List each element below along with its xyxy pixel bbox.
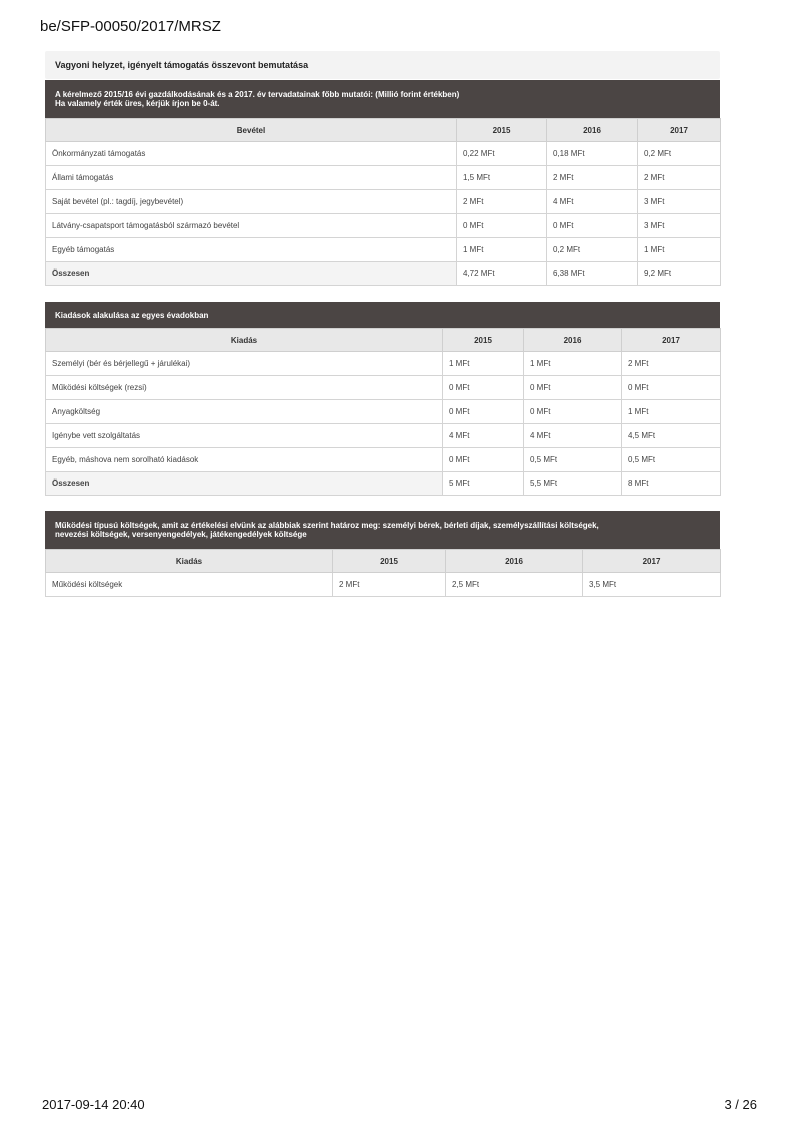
total-row: [46, 472, 721, 496]
cell-2017: 1 MFt: [622, 400, 721, 424]
operating-block: [45, 511, 720, 597]
row-label: Saját bevétel (pl.: tagdíj, jegybevétel): [46, 190, 457, 214]
column-header: 2017: [583, 550, 721, 573]
table-header-row: [46, 329, 721, 352]
table-row: [46, 376, 721, 400]
expenses-header: [45, 302, 720, 328]
column-header: 2015: [443, 329, 524, 352]
row-label: Állami támogatás: [46, 166, 457, 190]
page-number: 3 / 26: [724, 1097, 757, 1112]
income-header: [45, 80, 720, 118]
cell-2016: 4 MFt: [524, 424, 622, 448]
table-row: [46, 166, 721, 190]
cell-2017: 8 MFt: [622, 472, 721, 496]
cell-2016: 0 MFt: [547, 214, 638, 238]
table-row: [46, 573, 721, 597]
column-header: 2017: [638, 119, 721, 142]
cell-2017: 0,2 MFt: [638, 142, 721, 166]
cell-2015: 1,5 MFt: [457, 166, 547, 190]
cell-2016: 2,5 MFt: [446, 573, 583, 597]
operating-table: [45, 549, 721, 597]
row-label: Összesen: [46, 472, 443, 496]
footer-date: 2017-09-14 20:40: [42, 1097, 145, 1112]
cell-2015: 0,22 MFt: [457, 142, 547, 166]
cell-2016: 2 MFt: [547, 166, 638, 190]
cell-2016: 0 MFt: [524, 376, 622, 400]
row-label: Egyéb támogatás: [46, 238, 457, 262]
row-label: Egyéb, máshova nem sorolható kiadások: [46, 448, 443, 472]
cell-2016: 0 MFt: [524, 400, 622, 424]
row-label: Látvány-csapatsport támogatásból származó bevétel: [46, 214, 457, 238]
table-header-row: [46, 119, 721, 142]
cell-2017: 3 MFt: [638, 214, 721, 238]
cell-2015: 0 MFt: [443, 400, 524, 424]
cell-2015: 2 MFt: [457, 190, 547, 214]
row-label: Személyi (bér és bérjellegű + járulékai): [46, 352, 443, 376]
cell-2016: 0,5 MFt: [524, 448, 622, 472]
cell-2015: 4 MFt: [443, 424, 524, 448]
section-title: Vagyoni helyzet, igényelt támogatás összevont bemutatása: [45, 51, 720, 79]
table-row: [46, 400, 721, 424]
cell-2015: 1 MFt: [443, 352, 524, 376]
cell-2017: 0,5 MFt: [622, 448, 721, 472]
cell-2017: 3 MFt: [638, 190, 721, 214]
income-header-line2: Ha valamely érték üres, kérjük írjon be 0-át.: [55, 99, 220, 108]
table-row: [46, 214, 721, 238]
income-table: [45, 118, 721, 286]
cell-2015: 5 MFt: [443, 472, 524, 496]
income-block: [45, 80, 720, 286]
cell-2017: 2 MFt: [638, 166, 721, 190]
column-header: 2016: [547, 119, 638, 142]
cell-2016: 1 MFt: [524, 352, 622, 376]
column-header: Kiadás: [46, 550, 333, 573]
cell-2017: 4,5 MFt: [622, 424, 721, 448]
expenses-header-text: Kiadások alakulása az egyes évadokban: [55, 310, 209, 320]
table-row: [46, 424, 721, 448]
row-label: Működési költségek (rezsi): [46, 376, 443, 400]
column-header: Kiadás: [46, 329, 443, 352]
cell-2016: 0,2 MFt: [547, 238, 638, 262]
row-label: Működési költségek: [46, 573, 333, 597]
income-header-line1: A kérelmező 2015/16 évi gazdálkodásának és a 2017. év tervadatainak főbb mutatói: (Millió forint értékben): [55, 90, 460, 99]
total-row: [46, 262, 721, 286]
table-row: [46, 190, 721, 214]
column-header: 2015: [333, 550, 446, 573]
document-id: be/SFP-00050/2017/MRSZ: [40, 18, 221, 35]
table-row: [46, 352, 721, 376]
table-row: [46, 142, 721, 166]
cell-2015: 2 MFt: [333, 573, 446, 597]
cell-2016: 4 MFt: [547, 190, 638, 214]
cell-2015: 1 MFt: [457, 238, 547, 262]
column-header: 2016: [524, 329, 622, 352]
expenses-block: [45, 302, 720, 496]
cell-2017: 3,5 MFt: [583, 573, 721, 597]
table-row: [46, 238, 721, 262]
cell-2017: 0 MFt: [622, 376, 721, 400]
cell-2015: 4,72 MFt: [457, 262, 547, 286]
table-row: [46, 448, 721, 472]
cell-2017: 9,2 MFt: [638, 262, 721, 286]
row-label: Önkormányzati támogatás: [46, 142, 457, 166]
operating-header-line1: Működési típusú költségek, amit az értékelési elvünk az alábbiak szerint határoz meg: személyi bérek, bérleti díjak, személyszállítási költségek,: [55, 521, 599, 530]
cell-2016: 0,18 MFt: [547, 142, 638, 166]
cell-2015: 0 MFt: [443, 448, 524, 472]
cell-2016: 6,38 MFt: [547, 262, 638, 286]
cell-2015: 0 MFt: [457, 214, 547, 238]
cell-2015: 0 MFt: [443, 376, 524, 400]
row-label: Igénybe vett szolgáltatás: [46, 424, 443, 448]
column-header: 2016: [446, 550, 583, 573]
row-label: Anyagköltség: [46, 400, 443, 424]
cell-2016: 5,5 MFt: [524, 472, 622, 496]
expenses-table: [45, 328, 721, 496]
column-header: 2015: [457, 119, 547, 142]
operating-header-line2: nevezési költségek, versenyengedélyek, játékengedélyek költsége: [55, 530, 307, 539]
cell-2017: 2 MFt: [622, 352, 721, 376]
cell-2017: 1 MFt: [638, 238, 721, 262]
column-header: 2017: [622, 329, 721, 352]
column-header: Bevétel: [46, 119, 457, 142]
row-label: Összesen: [46, 262, 457, 286]
table-header-row: [46, 550, 721, 573]
operating-header: [45, 511, 720, 549]
